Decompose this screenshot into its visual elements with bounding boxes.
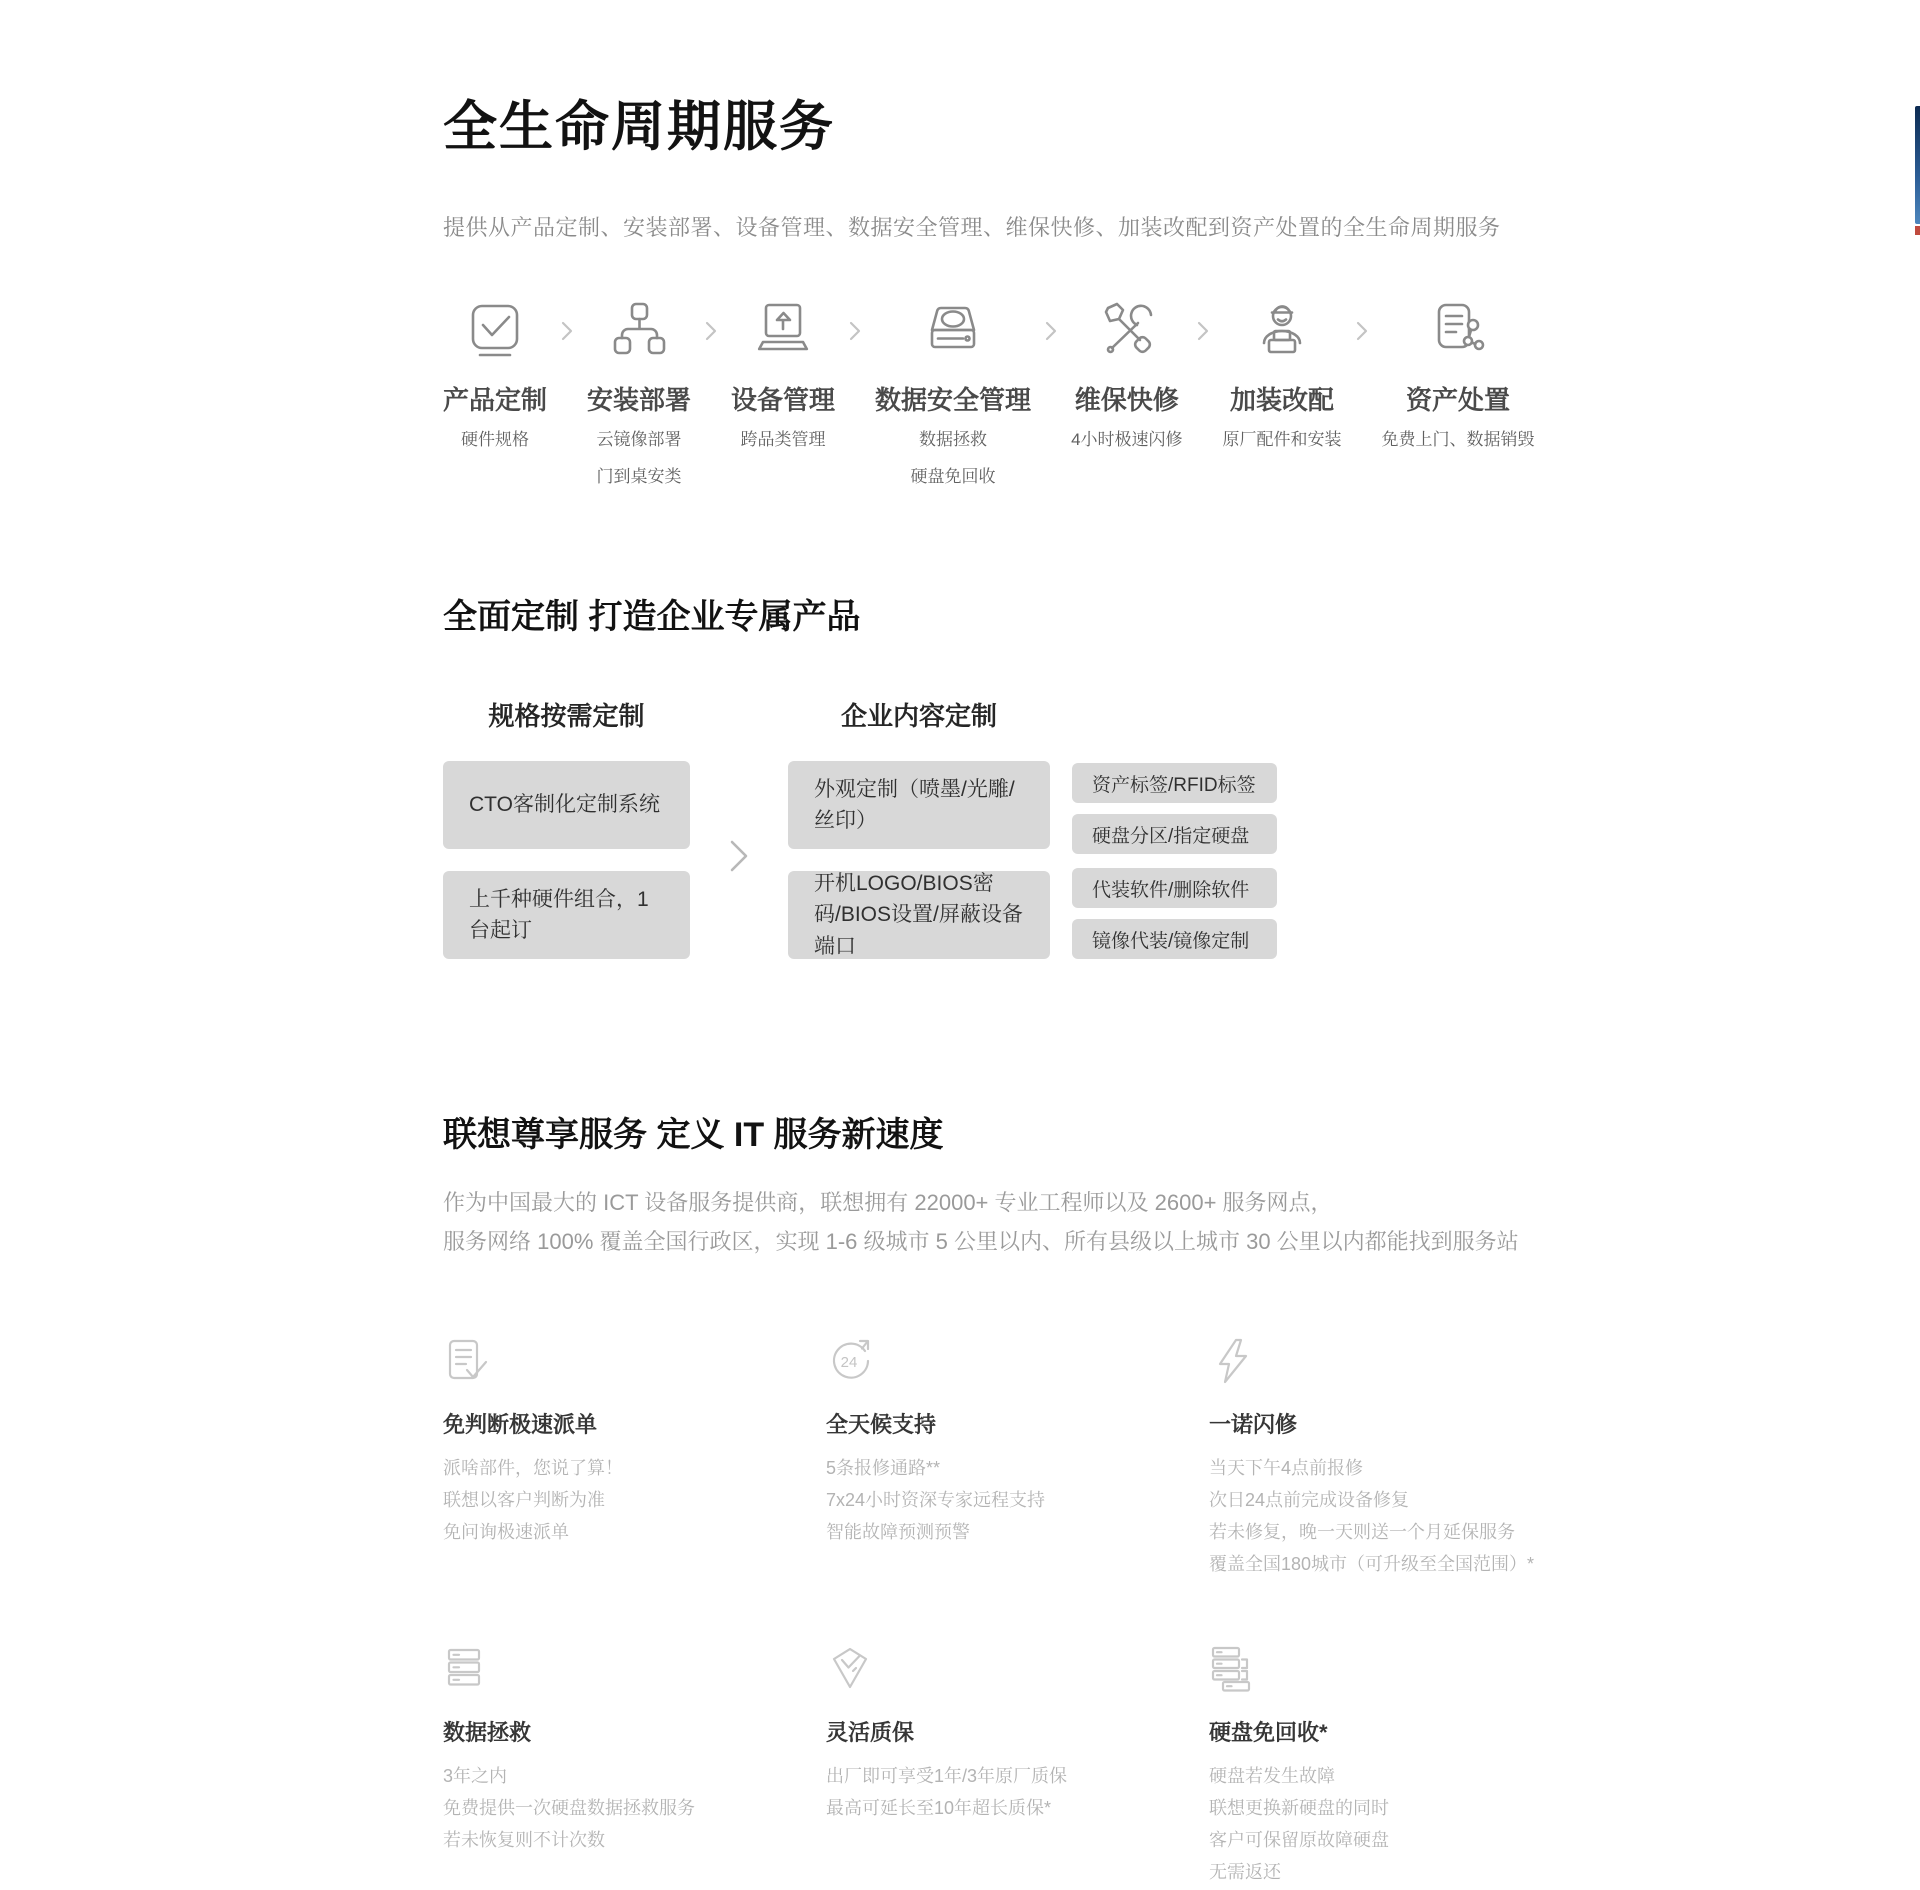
- content-customization-group: [788, 696, 1277, 981]
- content-group-header: 企业内容定制: [840, 701, 997, 732]
- spec-customization-group: [443, 696, 690, 981]
- feature-lines: 出厂即可享受1年/3年原厂质保 最高可延长至10年超长质保*: [826, 1765, 1068, 1818]
- hard-drive-icon: [921, 298, 985, 362]
- feature-title: 全天候支持: [826, 1412, 937, 1438]
- step-detail: 数据拯救: [919, 430, 988, 449]
- premier-intro: [443, 1184, 1653, 1261]
- topology-icon: [607, 298, 671, 362]
- content-tag-box: 硬盘分区/指定硬盘: [1072, 814, 1277, 854]
- step-detail: 原厂配件和安装: [1222, 430, 1342, 449]
- content-box: 外观定制（喷墨/光雕/丝印）: [788, 761, 1050, 849]
- feature-lines: 派啥部件，您说了算！ 联想以客户判断为准 免问询极速派单: [443, 1458, 623, 1543]
- svg-text:24: 24: [840, 1354, 858, 1372]
- 24-hours-icon: [826, 1354, 874, 1389]
- premier-heading: 联想尊享服务 定义 IT 服务新速度: [443, 1116, 944, 1155]
- chevron-right-icon: [848, 320, 862, 347]
- page-title: 全生命周期服务: [443, 97, 835, 157]
- step-detail: 硬盘免回收: [910, 467, 996, 487]
- feature-lines: 3年之内 免费提供一次硬盘数据拯救服务 若未恢复则不计次数: [443, 1765, 695, 1850]
- step-detail: 跨品类管理: [740, 430, 826, 449]
- lifecycle-steps-row: [443, 298, 1653, 491]
- step-detail: 免费上门、数据销毁: [1381, 430, 1535, 449]
- content-big-boxes: [788, 761, 1050, 981]
- step-name: 加装改配: [1230, 385, 1335, 415]
- lifecycle-step-data-security: [875, 298, 1031, 491]
- technician-icon: [1250, 298, 1314, 362]
- spec-box: 上千种硬件组合，1台起订: [443, 871, 690, 959]
- step-name: 资产处置: [1406, 385, 1511, 415]
- disk-retain-icon: [1209, 1680, 1257, 1697]
- customization-heading: 全面定制 打造企业专属产品: [443, 598, 861, 637]
- chevron-right-icon: [704, 320, 718, 347]
- step-detail: 云镜像部署: [596, 430, 682, 449]
- feature-lines: 硬盘若发生故障 联想更换新硬盘的同时 客户可保留原故障硬盘 无需返还: [1209, 1765, 1389, 1882]
- content-tag-box: 代装软件/删除软件: [1072, 868, 1277, 908]
- lightning-icon: [1209, 1372, 1257, 1389]
- spec-box: CTO客制化定制系统: [443, 761, 690, 849]
- feature-flexible-warranty: [826, 1645, 1209, 1890]
- step-name: 安装部署: [587, 385, 692, 415]
- document-share-icon: [1426, 298, 1490, 362]
- step-detail: 4小时极速闪修: [1071, 430, 1183, 449]
- feature-data-rescue: [443, 1645, 826, 1890]
- step-detail: 硬件规格: [461, 430, 529, 449]
- floating-widget-red-strip[interactable]: [1915, 226, 1920, 235]
- lifecycle-step-product-customization: [443, 298, 547, 454]
- lifecycle-step-repair: [1071, 298, 1182, 454]
- chevron-right-icon: [728, 838, 750, 879]
- step-name: 设备管理: [731, 385, 836, 415]
- content-box: 开机LOGO/BIOS密码/BIOS设置/屏蔽设备端口: [788, 871, 1050, 959]
- warranty-gem-icon: [826, 1680, 874, 1697]
- feature-title: 硬盘免回收*: [1209, 1719, 1328, 1745]
- lifecycle-step-upgrade: [1223, 298, 1342, 454]
- feature-fast-dispatch: [443, 1337, 826, 1583]
- content-tag-box: 资产标签/RFID标签: [1072, 763, 1277, 803]
- repair-tools-icon: [1095, 298, 1159, 362]
- step-name: 数据安全管理: [875, 385, 1032, 415]
- premier-intro-line: 服务网络 100% 覆盖全国行政区，实现 1-6 级城市 5 公里以内、所有县级以上城市 30 公里以内都能找到服务站: [443, 1228, 1519, 1254]
- page-content: [443, 0, 1653, 1890]
- feature-lines: 5条报修通路** 7x24小时资深专家远程支持 智能故障预测预警: [826, 1458, 1046, 1543]
- feature-lines: 当天下午4点前报修 次日24点前完成设备修复 若未修复，晚一天则送一个月延保服务 覆盖全国180城市（可升级至全国范围）*: [1209, 1458, 1535, 1574]
- chevron-right-icon: [560, 320, 574, 347]
- customization-diagram: [443, 696, 1653, 981]
- feature-title: 灵活质保: [826, 1719, 915, 1745]
- chevron-right-icon: [1044, 320, 1058, 347]
- server-stack-icon: [443, 1680, 491, 1697]
- feature-title: 免判断极速派单: [443, 1412, 598, 1438]
- features-grid: [443, 1337, 1653, 1890]
- lifecycle-step-device-management: [731, 298, 835, 454]
- laptop-upload-icon: [751, 298, 815, 362]
- dispatch-doc-icon: [443, 1372, 491, 1389]
- chevron-right-icon: [1355, 320, 1369, 347]
- step-name: 产品定制: [443, 385, 548, 415]
- floating-widget-blue-strip[interactable]: [1915, 106, 1920, 224]
- feature-title: 一诺闪修: [1209, 1412, 1298, 1438]
- feature-all-day-support: [826, 1337, 1209, 1583]
- feature-title: 数据拯救: [443, 1719, 532, 1745]
- page-subtitle: 提供从产品定制、安装部署、设备管理、数据安全管理、维保快修、加装改配到资产处置的全生命周期服务: [443, 215, 1501, 240]
- feature-disk-retention: [1209, 1645, 1592, 1890]
- content-tag-box: 镜像代装/镜像定制: [1072, 919, 1277, 959]
- step-detail: 门到桌安类: [596, 467, 682, 487]
- feature-flash-repair: [1209, 1337, 1592, 1583]
- premier-intro-line: 作为中国最大的 ICT 设备服务提供商，联想拥有 22000+ 专业工程师以及 2600+ 服务网点，: [443, 1190, 1333, 1216]
- content-small-boxes: [1072, 761, 1277, 981]
- lifecycle-step-asset-disposal: [1382, 298, 1535, 454]
- spec-group-header: 规格按需定制: [488, 701, 645, 732]
- screen-check-icon: [463, 298, 527, 362]
- chevron-right-icon: [1196, 320, 1210, 347]
- lifecycle-step-install-deploy: [587, 298, 691, 491]
- floating-widget-edge[interactable]: [1915, 106, 1920, 235]
- step-name: 维保快修: [1074, 385, 1179, 415]
